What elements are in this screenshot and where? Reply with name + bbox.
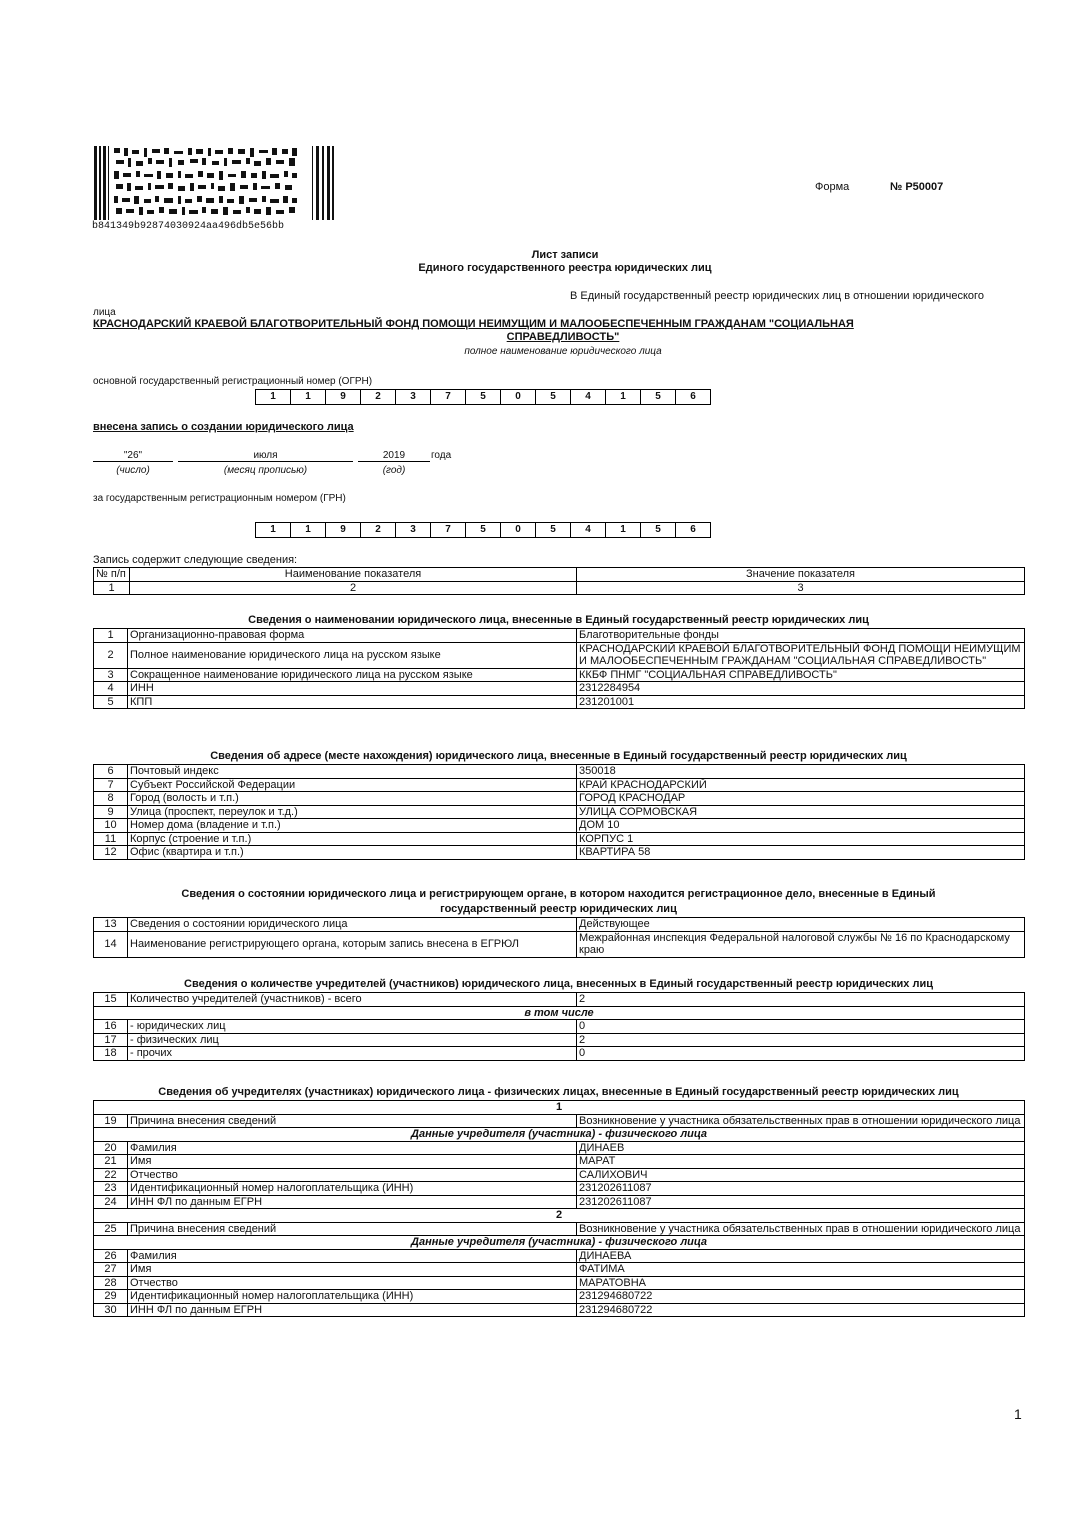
table-row: [94, 1155, 1025, 1169]
date-month: июля: [178, 450, 353, 462]
row-name: Корпус (строение и т.п.): [128, 832, 577, 846]
entity-full-name: КРАСНОДАРСКИЙ КРАЕВОЙ БЛАГОТВОРИТЕЛЬНЫЙ ФОНД ПОМОЩИ НЕИМУЩИМ И МАЛООБЕСПЕЧЕННЫМ ГРАЖДАНАМ "СОЦИАЛЬНАЯ: [93, 318, 854, 330]
row-name: Организационно-правовая форма: [128, 629, 577, 643]
row-number: 21: [94, 1155, 128, 1169]
row-number: 16: [94, 1020, 128, 1034]
row-value: 0: [577, 1020, 1025, 1034]
section-title-founders-count: Сведения о количестве учредителей (участников) юридического лица, внесенных в Единый государственный реестр юридических лиц: [184, 978, 933, 990]
ogrn-digit: 2: [360, 389, 396, 405]
row-number: 13: [94, 918, 128, 932]
table-row: [94, 1249, 1025, 1263]
table-row: [94, 629, 1025, 643]
form-label: Форма: [815, 181, 850, 193]
ogrn-digit: 5: [640, 389, 676, 405]
row-value: МАРАТОВНА: [577, 1276, 1025, 1290]
row-name: Субъект Российской Федерации: [128, 778, 577, 792]
row-value: 2312284954: [577, 682, 1025, 696]
section-title-address: Сведения об адресе (месте нахождения) юридического лица, внесенные в Единый государственный реестр юридических лиц: [210, 750, 907, 762]
row-name: Имя: [128, 1155, 577, 1169]
ogrn-label: основной государственный регистрационный номер (ОГРН): [93, 376, 373, 387]
document-title: Лист записи: [531, 249, 599, 261]
grn-digit: 9: [325, 522, 361, 538]
row-number: 1: [94, 629, 128, 643]
row-name: Отчество: [128, 1276, 577, 1290]
address-table: [93, 764, 1025, 860]
row-number: 24: [94, 1195, 128, 1209]
entity-name-caption: полное наименование юридического лица: [464, 346, 662, 357]
row-number: 10: [94, 819, 128, 833]
row-value: 231202611087: [577, 1195, 1025, 1209]
row-number: 29: [94, 1290, 128, 1304]
row-value: КОРПУС 1: [577, 832, 1025, 846]
grn-digit: 4: [570, 522, 606, 538]
barcode-text: b841349b92874030924aa496db5e56bb: [92, 221, 285, 232]
row-name: Наименование регистрирующего органа, которым запись внесена в ЕГРЮЛ: [128, 931, 577, 957]
row-name: КПП: [128, 695, 577, 709]
grn-digit: 3: [395, 522, 431, 538]
row-number: 9: [94, 805, 128, 819]
row-number: 26: [94, 1249, 128, 1263]
row-number: 14: [94, 931, 128, 957]
row-value: ККБФ ПНМГ "СОЦИАЛЬНАЯ СПРАВЕДЛИВОСТЬ": [577, 668, 1025, 682]
row-number: 20: [94, 1141, 128, 1155]
col-name-index: 2: [130, 581, 577, 595]
founder-data-header: Данные учредителя (участника) - физического лица: [94, 1128, 1025, 1142]
row-value: ДОМ 10: [577, 819, 1025, 833]
row-value: Благотворительные фонды: [577, 629, 1025, 643]
date-year-caption: (год): [382, 465, 406, 476]
founder-data-header: Данные учредителя (участника) - физического лица: [94, 1236, 1025, 1250]
founders-table: [93, 1100, 1025, 1317]
header-table: [93, 567, 1025, 595]
date-day: "26": [93, 450, 173, 462]
table-row: [94, 846, 1025, 860]
row-value: ДИНАЕВ: [577, 1141, 1025, 1155]
row-number: 27: [94, 1263, 128, 1277]
grn-label: за государственным регистрационным номером (ГРН): [93, 493, 346, 504]
row-number: 12: [94, 846, 128, 860]
table-row: [94, 1195, 1025, 1209]
grn-digit: 2: [360, 522, 396, 538]
row-name: - юридических лиц: [128, 1020, 577, 1034]
row-name: Сокращенное наименование юридического лица на русском языке: [128, 668, 577, 682]
col-name-header: Наименование показателя: [130, 568, 577, 582]
ogrn-digit: 5: [465, 389, 501, 405]
barcode-image: [94, 146, 334, 220]
row-value: 231201001: [577, 695, 1025, 709]
table-row: [94, 695, 1025, 709]
row-name: Имя: [128, 1263, 577, 1277]
table-row: [94, 792, 1025, 806]
row-number: 22: [94, 1168, 128, 1182]
contains-label: Запись содержит следующие сведения:: [93, 554, 298, 566]
table-row: [94, 1033, 1025, 1047]
grn-digit: 1: [605, 522, 641, 538]
founders-count-table: [93, 992, 1025, 1061]
row-value: 231294680722: [577, 1290, 1025, 1304]
status-table: [93, 917, 1025, 958]
row-name: Улица (проспект, переулок и т.д.): [128, 805, 577, 819]
row-name: Причина внесения сведений: [128, 1114, 577, 1128]
table-row: [94, 819, 1025, 833]
row-name: Номер дома (владение и т.п.): [128, 819, 577, 833]
grn-digit: 0: [500, 522, 536, 538]
row-value: ГОРОД КРАСНОДАР: [577, 792, 1025, 806]
row-name: Полное наименование юридического лица на русском языке: [128, 642, 577, 668]
row-value: ФАТИМА: [577, 1263, 1025, 1277]
row-number: 18: [94, 1047, 128, 1061]
row-number: 4: [94, 682, 128, 696]
table-row: [94, 1263, 1025, 1277]
table-row: [94, 832, 1025, 846]
row-value: УЛИЦА СОРМОВСКАЯ: [577, 805, 1025, 819]
ogrn-digit: 1: [605, 389, 641, 405]
table-row: [94, 918, 1025, 932]
row-value: 2: [577, 993, 1025, 1007]
table-row: [94, 931, 1025, 957]
date-day-caption: (число): [116, 465, 150, 476]
founder-index: 2: [94, 1209, 1025, 1223]
ogrn-digit: 1: [255, 389, 291, 405]
grn-digit: 5: [535, 522, 571, 538]
table-row: [94, 1047, 1025, 1061]
row-value: Действующее: [577, 918, 1025, 932]
row-name: ИНН: [128, 682, 577, 696]
subheader-row: [94, 1236, 1025, 1250]
ogrn-digit: 1: [290, 389, 326, 405]
subheader-row: [94, 1128, 1025, 1142]
row-name: Город (волость и т.п.): [128, 792, 577, 806]
table-row: [94, 1222, 1025, 1236]
intro-line: В Единый государственный реестр юридических лиц в отношении юридического: [570, 290, 984, 302]
table-row: [94, 1182, 1025, 1196]
row-number: 8: [94, 792, 128, 806]
row-name: Фамилия: [128, 1249, 577, 1263]
grn-digit: 5: [640, 522, 676, 538]
col-number-index: 1: [94, 581, 130, 595]
entity-full-name-2: СПРАВЕДЛИВОСТЬ": [506, 331, 620, 343]
founder-index-row: [94, 1209, 1025, 1223]
col-number-header: № п/п: [94, 568, 130, 582]
row-name: Идентификационный номер налогоплательщика (ИНН): [128, 1182, 577, 1196]
row-number: 7: [94, 778, 128, 792]
grn-digit: 7: [430, 522, 466, 538]
row-value: ДИНАЕВА: [577, 1249, 1025, 1263]
ogrn-digit: 0: [500, 389, 536, 405]
founder-index-row: [94, 1101, 1025, 1115]
row-number: 25: [94, 1222, 128, 1236]
row-name: - физических лиц: [128, 1033, 577, 1047]
table-row: [94, 1168, 1025, 1182]
row-number: 2: [94, 642, 128, 668]
table-row: [94, 993, 1025, 1007]
col-value-header: Значение показателя: [577, 568, 1025, 582]
row-value: МАРАТ: [577, 1155, 1025, 1169]
table-row: [94, 1020, 1025, 1034]
grn-digit: 5: [465, 522, 501, 538]
row-name: Причина внесения сведений: [128, 1222, 577, 1236]
row-value: 231294680722: [577, 1303, 1025, 1317]
grn-digit: 6: [675, 522, 711, 538]
form-number: № Р50007: [890, 181, 944, 193]
ogrn-digit: 7: [430, 389, 466, 405]
date-month-caption: (месяц прописью): [223, 465, 308, 476]
grn-digits: [256, 522, 711, 538]
ogrn-digits: [256, 389, 711, 405]
date-year: 2019: [358, 450, 430, 462]
row-number: 23: [94, 1182, 128, 1196]
row-value: САЛИХОВИЧ: [577, 1168, 1025, 1182]
table-row: [94, 1276, 1025, 1290]
row-value: КРАЙ КРАСНОДАРСКИЙ: [577, 778, 1025, 792]
row-value: КРАСНОДАРСКИЙ КРАЕВОЙ БЛАГОТВОРИТЕЛЬНЫЙ ФОНД ПОМОЩИ НЕИМУЩИМ И МАЛООБЕСПЕЧЕННЫМ ГРАЖДАНАМ "СОЦИАЛЬНАЯ СПРАВЕДЛИВОСТЬ": [577, 642, 1025, 668]
row-name: Количество учредителей (участников) - всего: [128, 993, 577, 1007]
founder-index: 1: [94, 1101, 1025, 1115]
ogrn-digit: 6: [675, 389, 711, 405]
row-name: ИНН ФЛ по данным ЕГРН: [128, 1303, 577, 1317]
ogrn-digit: 3: [395, 389, 431, 405]
row-name: Идентификационный номер налогоплательщика (ИНН): [128, 1290, 577, 1304]
row-number: 17: [94, 1033, 128, 1047]
row-value: 350018: [577, 765, 1025, 779]
table-row: [94, 1114, 1025, 1128]
subheader: в том числе: [94, 1006, 1025, 1020]
row-number: 6: [94, 765, 128, 779]
section-title-founders: Сведения об учредителях (участниках) юридического лица - физических лицах, внесенные в Единый государственный реестр юридических лиц: [158, 1086, 959, 1098]
table-row: [94, 642, 1025, 668]
table-row: [94, 1303, 1025, 1317]
row-number: 5: [94, 695, 128, 709]
row-value: 0: [577, 1047, 1025, 1061]
section-title-name: Сведения о наименовании юридического лица, внесенные в Единый государственный реестр юридических лиц: [248, 614, 869, 626]
row-value: Возникновение у участника обязательственных прав в отношении юридического лица: [577, 1114, 1025, 1128]
section-title-status: Сведения о состоянии юридического лица и регистрирующем органе, в котором находится регистрационное дело, внесенные в Единый: [181, 888, 936, 900]
row-name: Сведения о состоянии юридического лица: [128, 918, 577, 932]
row-number: 11: [94, 832, 128, 846]
section-title-status-2: государственный реестр юридических лиц: [440, 903, 677, 915]
name-table: [93, 628, 1025, 709]
ogrn-digit: 9: [325, 389, 361, 405]
grn-digit: 1: [290, 522, 326, 538]
row-name: Фамилия: [128, 1141, 577, 1155]
table-row: [94, 1141, 1025, 1155]
row-number: 19: [94, 1114, 128, 1128]
page-number: 1: [1014, 1406, 1022, 1422]
ogrn-digit: 4: [570, 389, 606, 405]
row-value: 2: [577, 1033, 1025, 1047]
table-row: [94, 778, 1025, 792]
col-value-index: 3: [577, 581, 1025, 595]
row-number: 30: [94, 1303, 128, 1317]
table-row: [94, 805, 1025, 819]
table-row: [94, 682, 1025, 696]
table-row: [94, 668, 1025, 682]
row-name: ИНН ФЛ по данным ЕГРН: [128, 1195, 577, 1209]
table-row: [94, 765, 1025, 779]
row-number: 28: [94, 1276, 128, 1290]
date-year-suffix: года: [431, 450, 452, 461]
row-value: Возникновение у участника обязательственных прав в отношении юридического лица: [577, 1222, 1025, 1236]
ogrn-digit: 5: [535, 389, 571, 405]
grn-digit: 1: [255, 522, 291, 538]
row-value: Межрайонная инспекция Федеральной налоговой службы № 16 по Краснодарскому краю: [577, 931, 1025, 957]
row-name: - прочих: [128, 1047, 577, 1061]
row-value: 231202611087: [577, 1182, 1025, 1196]
row-value: КВАРТИРА 58: [577, 846, 1025, 860]
row-name: Офис (квартира и т.п.): [128, 846, 577, 860]
row-name: Почтовый индекс: [128, 765, 577, 779]
subheader-row: [94, 1006, 1025, 1020]
record-label: внесена запись о создании юридического лица: [93, 421, 354, 433]
intro-line-2: лица: [93, 307, 116, 318]
row-number: 3: [94, 668, 128, 682]
table-row: [94, 1290, 1025, 1304]
document-subtitle: Единого государственного реестра юридических лиц: [418, 262, 712, 274]
row-number: 15: [94, 993, 128, 1007]
row-name: Отчество: [128, 1168, 577, 1182]
